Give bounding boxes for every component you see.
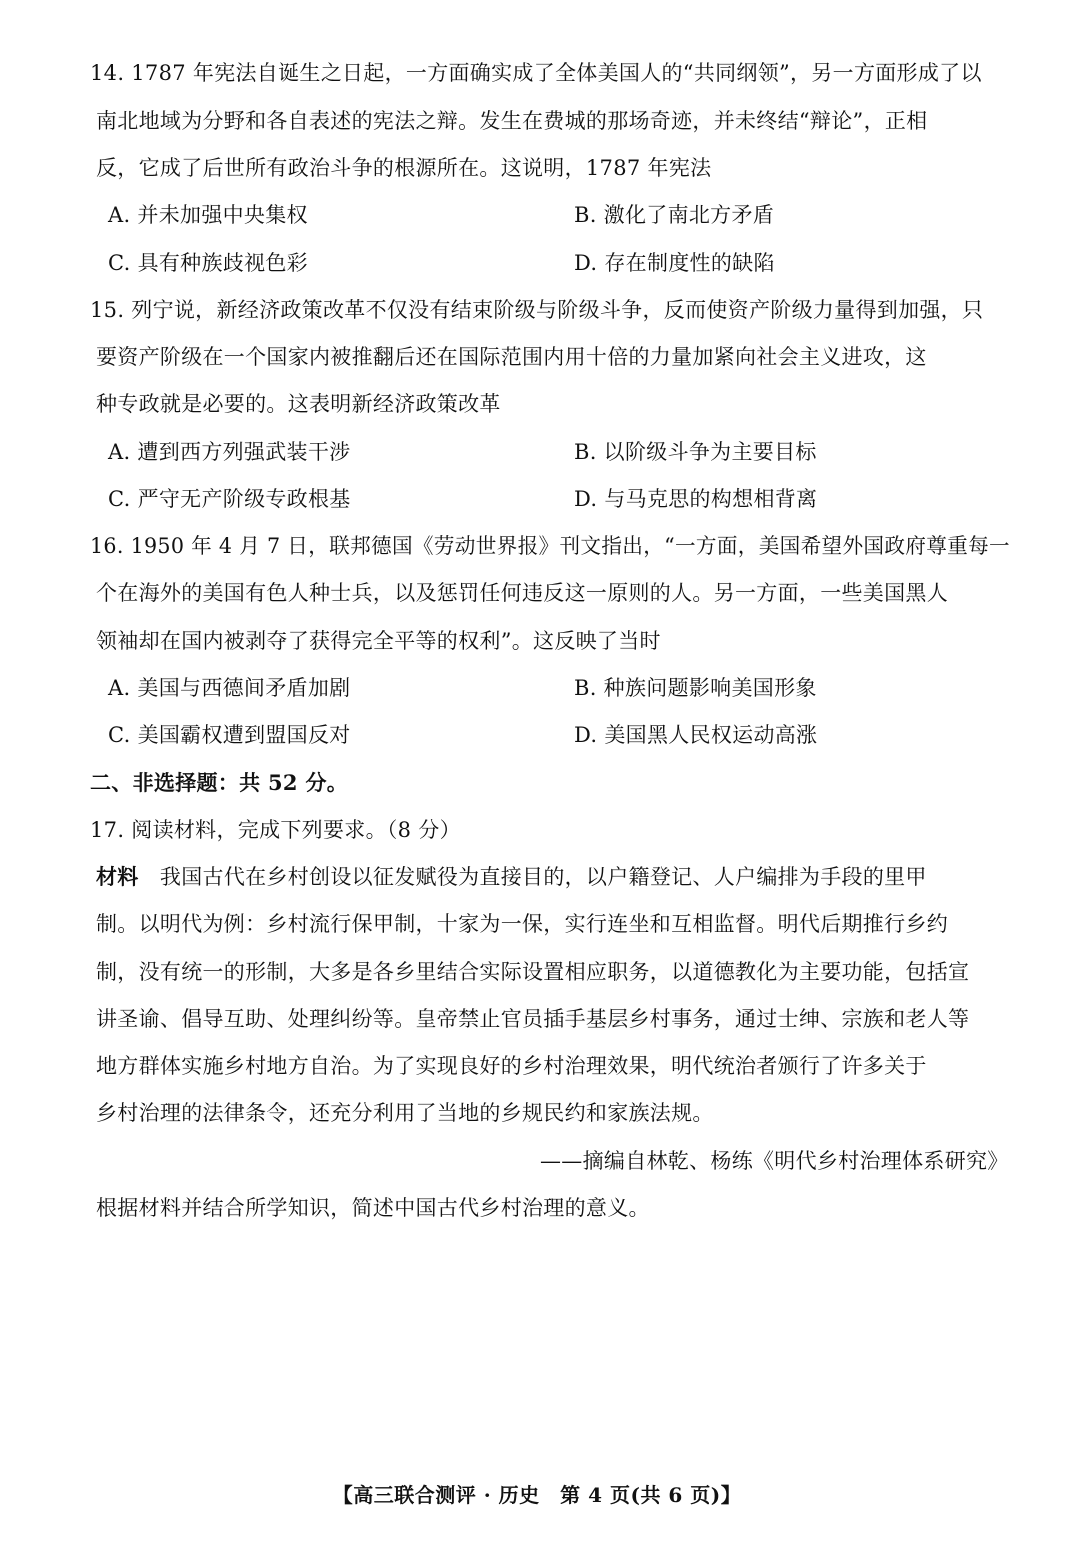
q15-option-b: B. 以阶级斗争为主要目标 bbox=[574, 440, 817, 464]
page-footer: 【高三联合测评 · 历史 第 4 页(共 6 页)】 bbox=[332, 1483, 742, 1507]
q17-material-line1 bbox=[96, 862, 1006, 892]
material-label: 材料 bbox=[96, 864, 139, 889]
q15-option-d: D. 与马克思的构想相背离 bbox=[574, 487, 818, 511]
q14-option-d: D. 存在制度性的缺陷 bbox=[574, 251, 775, 275]
q17-title: 17. 阅读材料，完成下列要求。（8 分） bbox=[90, 818, 461, 842]
q14-text-line2: 南北地域为分野和各自表述的宪法之辩。发生在费城的那场奇迹，并未终结“辩论”，正相 bbox=[96, 109, 928, 133]
q17-source: ——摘编自林乾、杨练《明代乡村治理体系研究》 bbox=[540, 1149, 1009, 1173]
q14-option-a: A. 并未加强中央集权 bbox=[108, 203, 308, 227]
q15-option-c: C. 严守无产阶级专政根基 bbox=[108, 487, 351, 511]
q17-material-line3: 制，没有统一的形制，大多是各乡里结合实际设置相应职务，以道德教化为主要功能，包括宣 bbox=[96, 960, 970, 984]
q16-option-d: D. 美国黑人民权运动高涨 bbox=[574, 723, 818, 747]
q16-text-line1: 16. 1950 年 4 月 7 日，联邦德国《劳动世界报》刊文指出，“一方面，美国希望外国政府尊重每一 bbox=[90, 534, 1010, 558]
q16-text-line2: 个在海外的美国有色人种士兵，以及惩罚任何违反这一原则的人。另一方面，一些美国黑人 bbox=[96, 581, 948, 605]
q15-text-line3: 种专政就是必要的。这表明新经济政策改革 bbox=[96, 392, 501, 416]
q16-option-c: C. 美国霸权遭到盟国反对 bbox=[108, 723, 351, 747]
q14-option-c: C. 具有种族歧视色彩 bbox=[108, 251, 308, 275]
q17-material-line5: 地方群体实施乡村地方自治。为了实现良好的乡村治理效果，明代统治者颁行了许多关于 bbox=[96, 1054, 927, 1078]
q14-option-b: B. 激化了南北方矛盾 bbox=[574, 203, 775, 227]
q14-text-line1: 14. 1787 年宪法自诞生之日起，一方面确实成了全体美国人的“共同纲领”，另一方面形成了以 bbox=[90, 61, 982, 85]
q17-material-line2: 制。以明代为例：乡村流行保甲制，十家为一保，实行连坐和互相监督。明代后期推行乡约 bbox=[96, 912, 948, 936]
q16-text-line3: 领袖却在国内被剥夺了获得完全平等的权利”。这反映了当时 bbox=[96, 629, 661, 653]
material-text-1: 我国古代在乡村创设以征发赋役为直接目的，以户籍登记、人户编排为手段的里甲 bbox=[159, 865, 927, 889]
q15-text-line2: 要资产阶级在一个国家内被推翻后还在国际范围内用十倍的力量加紧向社会主义进攻，这 bbox=[96, 345, 927, 369]
section-heading: 二、非选择题：共 52 分。 bbox=[90, 770, 349, 795]
q16-option-b: B. 种族问题影响美国形象 bbox=[574, 676, 817, 700]
q15-option-a: A. 遭到西方列强武装干涉 bbox=[108, 440, 351, 464]
q17-question: 根据材料并结合所学知识，简述中国古代乡村治理的意义。 bbox=[96, 1196, 650, 1220]
q14-text-line3: 反，它成了后世所有政治斗争的根源所在。这说明，1787 年宪法 bbox=[96, 156, 712, 180]
q17-material-line4: 讲圣谕、倡导互助、处理纠纷等。皇帝禁止官员插手基层乡村事务，通过士绅、宗族和老人等 bbox=[96, 1007, 970, 1031]
q17-material-line6: 乡村治理的法律条令，还充分利用了当地的乡规民约和家族法规。 bbox=[96, 1101, 714, 1125]
q15-text-line1: 15. 列宁说，新经济政策改革不仅没有结束阶级与阶级斗争，反而使资产阶级力量得到加强，只 bbox=[90, 298, 984, 322]
q16-option-a: A. 美国与西德间矛盾加剧 bbox=[108, 676, 351, 700]
